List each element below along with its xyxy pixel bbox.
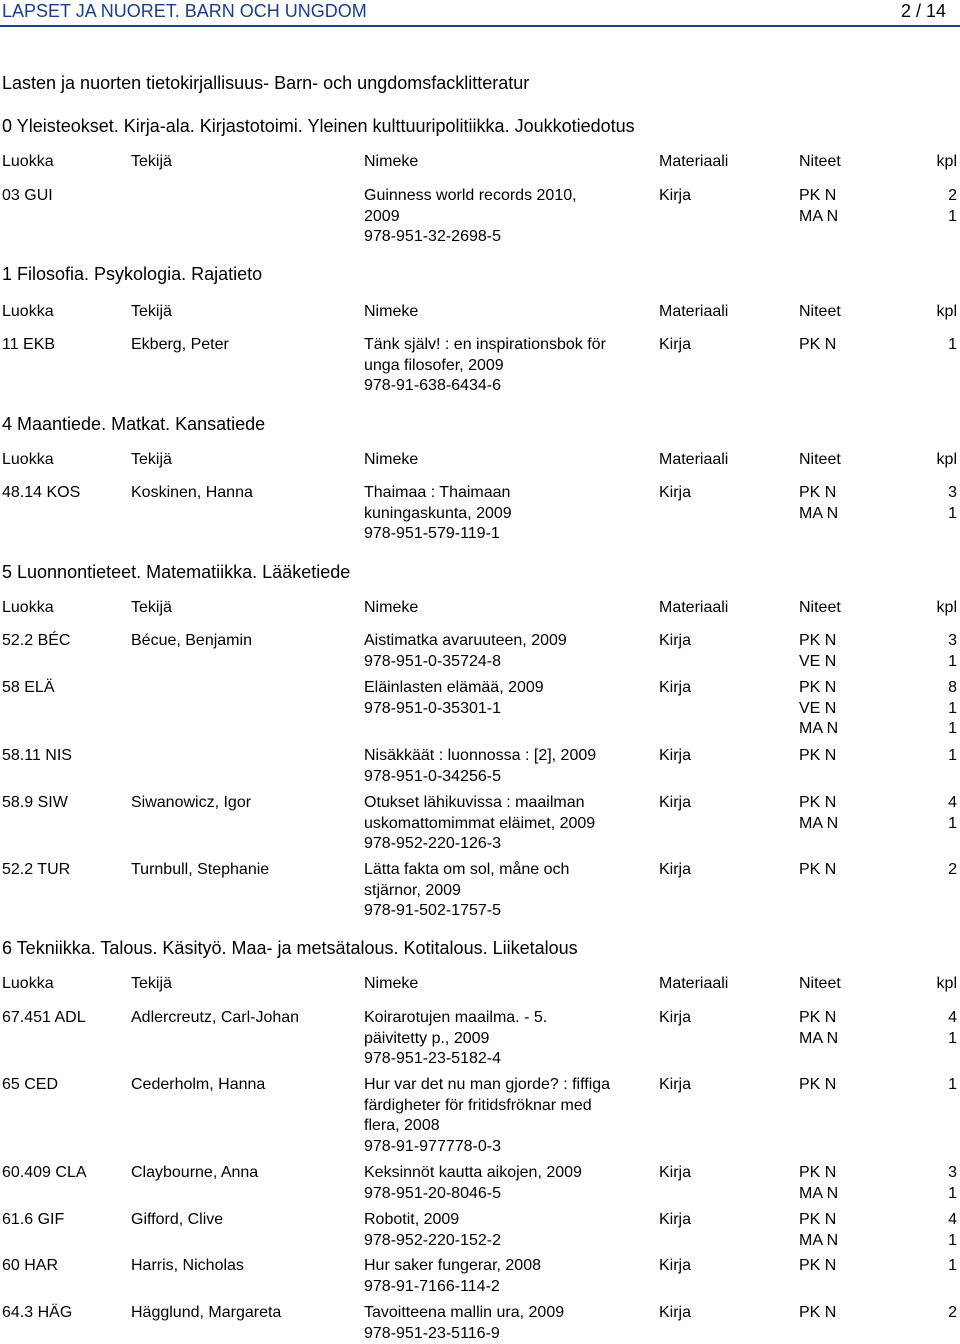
column-header-luokka: Luokka [2, 153, 54, 170]
cell-materiaali: Kirja [659, 1076, 692, 1093]
cell-niteet-line: PK N [799, 747, 837, 764]
cell-luokka: 58.9 SIW [2, 794, 68, 811]
cell-kpl [905, 793, 957, 834]
cell-luokka: 67.451 ADL [2, 1009, 86, 1026]
cell-niteet [799, 746, 836, 767]
column-header-kpl: kpl [936, 451, 957, 468]
cell-kpl [905, 1008, 957, 1049]
cell-niteet [799, 1075, 836, 1096]
cell-materiaali: Kirja [659, 632, 692, 649]
cell-luokka: 58 ELÄ [2, 679, 55, 696]
column-header-tekija: Tekijä [131, 451, 172, 468]
column-header-nimeke: Nimeke [364, 451, 419, 468]
cell-nimeke-line: 978-951-23-5116-9 [364, 1324, 500, 1342]
cell-nimeke-line: 978-951-0-34256-5 [364, 767, 501, 785]
cell-niteet [799, 1256, 836, 1277]
cell-kpl-line: 1 [948, 336, 957, 353]
cell-luokka: 03 GUI [2, 187, 53, 204]
cell-nimeke-line: 978-951-579-119-1 [364, 525, 500, 542]
cell-niteet-line: MA N [799, 720, 839, 737]
cell-niteet [799, 1210, 838, 1251]
cell-kpl [905, 860, 957, 881]
cell-niteet [799, 793, 838, 834]
cell-nimeke-line: 978-91-7166-114-2 [364, 1277, 500, 1295]
cell-nimeke-line: Lätta fakta om sol, måne och [364, 861, 570, 878]
cell-niteet [799, 1163, 838, 1204]
column-header-materiaali: Materiaali [659, 153, 729, 170]
section-title: 6 Tekniikka. Talous. Käsityö. Maa- ja metsätalous. Kotitalous. Liiketalous [2, 938, 578, 958]
cell-kpl-line: 1 [948, 814, 957, 832]
cell-kpl-line: 2 [948, 1304, 957, 1321]
cell-niteet-line: PK N [799, 794, 837, 811]
column-header-niteet: Niteet [799, 451, 841, 468]
column-header-luokka: Luokka [2, 303, 54, 320]
column-header-kpl: kpl [936, 975, 957, 992]
cell-nimeke-line: färdigheter för fritidsfröknar med [364, 1096, 592, 1114]
cell-niteet-line: PK N [799, 1304, 837, 1321]
cell-nimeke [364, 631, 656, 672]
cell-tekija: Harris, Nicholas [131, 1257, 244, 1274]
cell-luokka: 52.2 BÉC [2, 632, 71, 649]
cell-nimeke-line: Hur var det nu man gjorde? : fiffiga [364, 1076, 611, 1093]
cell-niteet-line: MA N [799, 1184, 839, 1202]
cell-nimeke [364, 860, 656, 922]
cell-kpl-line: 3 [948, 632, 957, 649]
cell-nimeke-line: 978-951-0-35724-8 [364, 652, 501, 670]
cell-niteet [799, 678, 838, 740]
cell-nimeke-line: 978-951-0-35301-1 [364, 699, 501, 717]
cell-kpl [905, 1210, 957, 1251]
cell-materiaali: Kirja [659, 679, 692, 696]
cell-nimeke-line: 978-91-638-6434-6 [364, 377, 501, 394]
cell-nimeke-line: Tänk själv! : en inspirationsbok för [364, 336, 606, 353]
cell-niteet-line: PK N [799, 632, 837, 649]
cell-niteet-line: PK N [799, 861, 837, 878]
column-header-kpl: kpl [936, 153, 957, 170]
header-title: LAPSET JA NUORET. BARN OCH UNGDOM [2, 1, 367, 21]
cell-kpl [905, 746, 957, 767]
cell-niteet-line: VE N [799, 699, 837, 717]
column-header-nimeke: Nimeke [364, 153, 419, 170]
cell-tekija: Cederholm, Hanna [131, 1076, 266, 1093]
cell-nimeke-line: 978-952-220-126-3 [364, 835, 501, 852]
column-header-nimeke: Nimeke [364, 599, 419, 616]
cell-nimeke [364, 1210, 656, 1251]
cell-tekija: Adlercreutz, Carl-Johan [131, 1009, 300, 1026]
cell-materiaali: Kirja [659, 747, 692, 764]
cell-nimeke-line: Aistimatka avaruuteen, 2009 [364, 632, 567, 649]
cell-kpl [905, 1256, 957, 1277]
cell-nimeke-line: 978-91-977778-0-3 [364, 1137, 501, 1155]
cell-kpl-line: 1 [948, 207, 957, 225]
column-header-materiaali: Materiaali [659, 599, 729, 616]
cell-nimeke-line: 978-951-23-5182-4 [364, 1050, 501, 1067]
column-header-materiaali: Materiaali [659, 451, 729, 468]
cell-niteet [799, 335, 836, 356]
column-header-tekija: Tekijä [131, 303, 172, 320]
cell-tekija: Gifford, Clive [131, 1211, 224, 1228]
cell-luokka: 61.6 GIF [2, 1211, 65, 1228]
cell-niteet [799, 186, 838, 227]
cell-kpl-line: 1 [948, 1257, 957, 1274]
cell-kpl-line: 1 [948, 1076, 957, 1093]
section-title: 4 Maantiede. Matkat. Kansatiede [2, 414, 266, 434]
cell-nimeke [364, 335, 656, 397]
cell-niteet-line: MA N [799, 1231, 839, 1249]
cell-kpl-line: 3 [948, 1164, 957, 1181]
cell-materiaali: Kirja [659, 1211, 692, 1228]
cell-nimeke-line: 978-951-32-2698-5 [364, 228, 501, 245]
cell-kpl-line: 1 [948, 1029, 957, 1047]
cell-tekija: Ekberg, Peter [131, 336, 229, 353]
cell-kpl [905, 1075, 957, 1096]
cell-kpl [905, 483, 957, 524]
column-header-tekija: Tekijä [131, 599, 172, 616]
cell-materiaali: Kirja [659, 861, 692, 878]
cell-tekija: Turnbull, Stephanie [131, 861, 270, 878]
cell-niteet-line: MA N [799, 207, 839, 225]
cell-kpl-line: 3 [948, 484, 957, 501]
cell-kpl-line: 1 [948, 747, 957, 764]
cell-materiaali: Kirja [659, 1257, 692, 1274]
cell-luokka: 48.14 KOS [2, 484, 81, 501]
cell-niteet-line: VE N [799, 652, 837, 670]
cell-kpl-line: 1 [948, 504, 957, 522]
cell-niteet-line: PK N [799, 336, 837, 353]
cell-niteet-line: PK N [799, 187, 837, 204]
column-header-luokka: Luokka [2, 451, 54, 468]
cell-niteet [799, 1303, 836, 1324]
cell-niteet-line: PK N [799, 1164, 837, 1181]
cell-nimeke [364, 1075, 656, 1157]
cell-materiaali: Kirja [659, 1304, 692, 1321]
cell-materiaali: Kirja [659, 336, 692, 353]
cell-nimeke-line: 2009 [364, 207, 400, 225]
column-header-luokka: Luokka [2, 975, 54, 992]
header-divider [0, 25, 960, 27]
cell-niteet [799, 483, 838, 524]
cell-niteet-line: PK N [799, 1076, 837, 1093]
cell-niteet-line: MA N [799, 504, 839, 522]
document-title: Lasten ja nuorten tietokirjallisuus- Barn- och ungdomsfacklitteratur [2, 73, 530, 93]
cell-nimeke-line: flera, 2008 [364, 1117, 440, 1134]
column-header-luokka: Luokka [2, 599, 54, 616]
cell-nimeke [364, 1008, 656, 1070]
cell-kpl-line: 1 [948, 1231, 957, 1249]
cell-nimeke-line: Tavoitteena mallin ura, 2009 [364, 1304, 565, 1321]
cell-nimeke-line: 978-952-220-152-2 [364, 1231, 501, 1249]
cell-nimeke [364, 1303, 656, 1344]
column-header-niteet: Niteet [799, 599, 841, 616]
cell-materiaali: Kirja [659, 187, 692, 204]
section-title: 5 Luonnontieteet. Matematiikka. Lääketiede [2, 562, 351, 582]
cell-kpl-line: 4 [948, 794, 957, 811]
cell-nimeke [364, 678, 656, 719]
column-header-niteet: Niteet [799, 975, 841, 992]
cell-tekija: Koskinen, Hanna [131, 484, 253, 501]
cell-niteet [799, 1008, 838, 1049]
cell-kpl [905, 1303, 957, 1324]
cell-niteet [799, 860, 836, 881]
cell-luokka: 65 CED [2, 1076, 59, 1093]
cell-nimeke [364, 483, 656, 545]
cell-niteet-line: PK N [799, 1257, 837, 1274]
cell-nimeke-line: Nisäkkäät : luonnossa : [2], 2009 [364, 747, 597, 764]
column-header-tekija: Tekijä [131, 153, 172, 170]
cell-nimeke-line: 978-951-20-8046-5 [364, 1184, 501, 1202]
cell-kpl-line: 1 [948, 699, 957, 717]
cell-kpl-line: 4 [948, 1211, 957, 1228]
cell-luokka: 58.11 NIS [2, 747, 72, 764]
cell-tekija: Siwanowicz, Igor [131, 794, 252, 811]
cell-nimeke [364, 1163, 656, 1204]
cell-nimeke [364, 793, 656, 855]
cell-niteet-line: MA N [799, 814, 839, 832]
cell-nimeke [364, 746, 656, 787]
page-counter: 2 / 14 [900, 1, 946, 21]
cell-kpl-line: 2 [948, 187, 957, 204]
cell-kpl-line: 2 [948, 861, 957, 878]
cell-niteet-line: MA N [799, 1029, 839, 1047]
cell-nimeke-line: Thaimaa : Thaimaan [364, 484, 511, 501]
cell-niteet [799, 631, 836, 672]
cell-materiaali: Kirja [659, 1009, 692, 1026]
cell-kpl-line: 4 [948, 1009, 957, 1026]
cell-niteet-line: PK N [799, 679, 837, 696]
cell-luokka: 11 EKB [2, 336, 56, 353]
cell-nimeke [364, 186, 656, 248]
cell-luokka: 60.409 CLA [2, 1164, 87, 1181]
cell-luokka: 64.3 HÄG [2, 1304, 73, 1321]
page-header [0, 0, 960, 26]
column-header-niteet: Niteet [799, 303, 841, 320]
cell-nimeke-line: uskomattomimmat eläimet, 2009 [364, 814, 596, 832]
cell-nimeke-line: Eläinlasten elämää, 2009 [364, 679, 544, 696]
cell-nimeke-line: Koirarotujen maailma. - 5. [364, 1009, 548, 1026]
cell-tekija: Claybourne, Anna [131, 1164, 259, 1181]
cell-nimeke-line: 978-91-502-1757-5 [364, 902, 501, 919]
cell-nimeke-line: Otukset lähikuvissa : maailman [364, 794, 585, 811]
cell-kpl-line: 8 [948, 679, 957, 696]
column-header-tekija: Tekijä [131, 975, 172, 992]
column-header-nimeke: Nimeke [364, 303, 419, 320]
cell-nimeke-line: unga filosofer, 2009 [364, 356, 504, 374]
column-header-nimeke: Nimeke [364, 975, 419, 992]
cell-luokka: 60 HAR [2, 1257, 59, 1274]
cell-nimeke-line: Keksinnöt kautta aikojen, 2009 [364, 1164, 582, 1181]
cell-luokka: 52.2 TUR [2, 861, 71, 878]
cell-tekija: Hägglund, Margareta [131, 1304, 282, 1321]
cell-kpl [905, 1163, 957, 1204]
cell-nimeke-line: kuningaskunta, 2009 [364, 504, 512, 522]
cell-nimeke [364, 1256, 656, 1297]
column-header-kpl: kpl [936, 303, 957, 320]
cell-kpl [905, 678, 957, 740]
cell-tekija: Bécue, Benjamin [131, 632, 252, 649]
column-header-niteet: Niteet [799, 153, 841, 170]
cell-nimeke-line: Hur saker fungerar, 2008 [364, 1257, 541, 1274]
cell-kpl [905, 186, 957, 227]
cell-nimeke-line: Guinness world records 2010, [364, 187, 577, 204]
column-header-materiaali: Materiaali [659, 975, 729, 992]
cell-nimeke-line: Robotit, 2009 [364, 1211, 460, 1228]
column-header-kpl: kpl [936, 599, 957, 616]
cell-kpl-line: 1 [948, 720, 957, 737]
column-header-materiaali: Materiaali [659, 303, 729, 320]
cell-kpl [905, 335, 957, 356]
cell-niteet-line: PK N [799, 484, 837, 501]
cell-kpl [905, 631, 957, 672]
section-title: 1 Filosofia. Psykologia. Rajatieto [2, 264, 263, 284]
cell-materiaali: Kirja [659, 794, 692, 811]
cell-niteet-line: PK N [799, 1009, 837, 1026]
cell-materiaali: Kirja [659, 484, 692, 501]
cell-nimeke-line: stjärnor, 2009 [364, 881, 461, 899]
cell-materiaali: Kirja [659, 1164, 692, 1181]
cell-niteet-line: PK N [799, 1211, 837, 1228]
cell-kpl-line: 1 [948, 652, 957, 670]
cell-nimeke-line: päivitetty p., 2009 [364, 1029, 490, 1047]
cell-kpl-line: 1 [948, 1184, 957, 1202]
section-title: 0 Yleisteokset. Kirja-ala. Kirjastotoimi. Yleinen kulttuuripolitiikka. Joukkotiedotus [2, 116, 635, 136]
